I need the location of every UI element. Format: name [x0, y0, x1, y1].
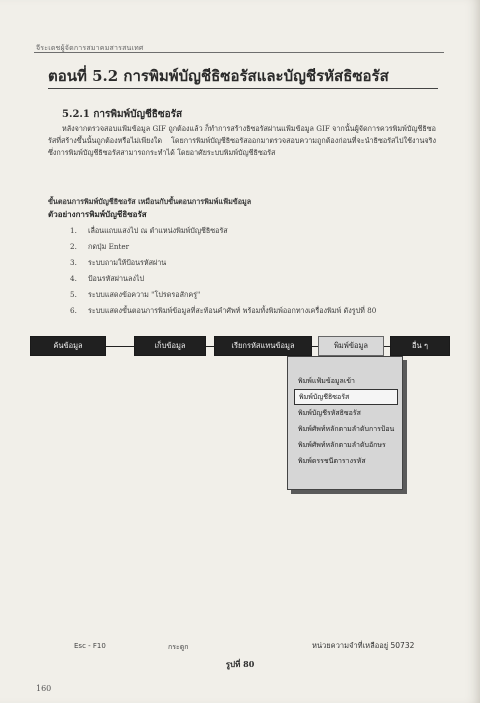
dropdown-item-print-code-index[interactable]: พิมพ์ดรรชนีตารางรหัส	[298, 456, 366, 465]
chapter-title: ตอนที่ 5.2 การพิมพ์บัญชีธิซอรัสและบัญชีรหัสธิซอรัส	[48, 67, 389, 85]
menu-item-other[interactable]: อื่น ๆ	[390, 336, 450, 356]
list-item: 5. ระบบแสดงข้อความ "โปรดรอสักครู่"	[70, 290, 201, 299]
dropdown-item-print-thesaurus[interactable]: พิมพ์บัญชีธิซอรัส	[294, 389, 398, 405]
status-label: กระดูก	[168, 643, 189, 651]
paragraph-procedure: ขั้นตอนการพิมพ์บัญชีธิซอรัส เหมือนกับขั้นตอนการพิมพ์แฟ้มข้อมูล	[48, 197, 252, 206]
status-keys: Esc - F10	[74, 642, 106, 650]
list-item: 1. เลื่อนแถบแสงไป ณ ตำแหน่งพิมพ์บัญชีธิซอรัส	[70, 226, 228, 235]
list-item: 3. ระบบถามให้ป้อนรหัสผ่าน	[70, 258, 167, 267]
status-memory: หน่วยความจำที่เหลืออยู่ 50732	[312, 641, 415, 650]
section-title: 5.2.1 การพิมพ์บัญชีธิซอรัส	[62, 109, 183, 120]
paragraph-intro: หลังจากตรวจสอบแฟ้มข้อมูล GIF ถูกต้องแล้ว ก็ทำการสร้างธิซอรัสผ่านแฟ้มข้อมูล GIF จากนั้นผู้จัดการควรพิมพ์บัญชีธิซอรัสที่สร้างขึ้นนั้นถูกต้องหรือไม่เพียงใด โดยการพิมพ์บัญชีธิซอรัสออกมาตรวจสอบความถูกต้องก่อนที่จะนำธิซอรัสไปใช้งานจริง ซึ่งการพิมพ์บัญชีธิซอรัสสามารถกระทำได้ โดยอาศัยระบบพิมพ์บัญชีธิซอรัส	[48, 124, 436, 157]
list-item: 6. ระบบแสดงขั้นตอนการพิมพ์ข้อมูลที่สะท้อนคำศัพท์ พร้อมทั้งพิมพ์ออกทางเครื่องพิมพ์ ดังรูปที่ 80	[70, 306, 377, 315]
list-item: 2. กดปุ่ม Enter	[70, 242, 130, 251]
step-list	[70, 226, 450, 322]
chapter-rule	[48, 88, 438, 89]
page-number: 160	[36, 684, 52, 693]
menu-item-search[interactable]: ค้นข้อมูล	[30, 336, 106, 356]
dropdown-item-print-input-file[interactable]: พิมพ์แฟ้มข้อมูลเข้า	[298, 376, 355, 385]
print-dropdown-menu	[287, 356, 403, 490]
menu-item-print[interactable]: พิมพ์ข้อมูล	[318, 336, 384, 356]
running-head: จีระเดชผู้จัดการสมาคมสารสนเทศ	[36, 44, 144, 52]
header-rule	[34, 52, 444, 53]
menu-item-store[interactable]: เก็บข้อมูล	[134, 336, 206, 356]
figure-menu-bar	[30, 336, 450, 356]
list-item: 4. ป้อนรหัสผ่านลงไป	[70, 274, 145, 283]
example-heading: ตัวอย่างการพิมพ์บัญชีธิซอรัส	[48, 209, 147, 219]
dropdown-item-print-thesaurus-code[interactable]: พิมพ์บัญชีรหัสธิซอรัส	[298, 408, 361, 417]
dropdown-item-print-terms-by-entry[interactable]: พิมพ์ศัพท์หลักตามลำดับการป้อน	[298, 424, 395, 433]
menu-item-retrieve-code[interactable]: เรียกรหัสแทนข้อมูล	[214, 336, 312, 356]
dropdown-item-print-terms-alpha[interactable]: พิมพ์ศัพท์หลักตามลำดับอักษร	[298, 440, 386, 449]
figure-caption: รูปที่ 80	[225, 659, 255, 669]
